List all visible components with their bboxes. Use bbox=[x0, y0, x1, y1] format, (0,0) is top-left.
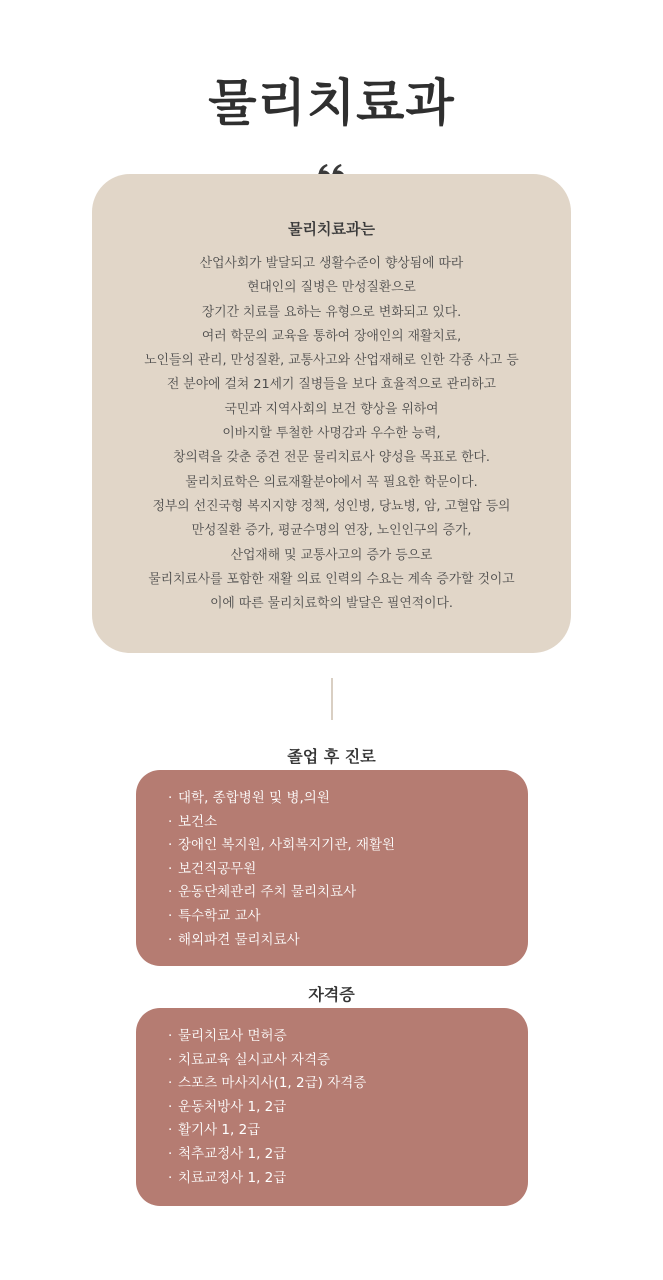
intro-line: 산업재해 및 교통사고의 증가 등으로 bbox=[230, 547, 433, 563]
list-item: · 해외파견 물리치료사 bbox=[168, 929, 395, 953]
intro-line: 국민과 지역사회의 보건 향상을 위하여 bbox=[224, 401, 439, 417]
intro-body bbox=[100, 252, 563, 616]
intro-line: 장기간 치료를 요하는 유형으로 변화되고 있다. bbox=[201, 304, 462, 320]
certificates-list bbox=[168, 1025, 366, 1190]
intro-line: 전 분야에 걸쳐 21세기 질병들을 보다 효율적으로 관리하고 bbox=[166, 377, 497, 393]
bullet: · bbox=[168, 1098, 173, 1115]
intro-line: 창의력을 갖춘 중견 전문 물리치료사 양성을 목표로 한다. bbox=[173, 450, 490, 466]
list-item: · 장애인 복지원, 사회복지기관, 재활원 bbox=[168, 834, 395, 858]
list-item: · 치료교정사 1, 2급 bbox=[168, 1167, 366, 1191]
list-item: · 운동처방사 1, 2급 bbox=[168, 1096, 366, 1120]
career-heading: 졸업 후 진로 bbox=[287, 747, 376, 766]
certificates-card bbox=[136, 1008, 528, 1206]
list-item: · 대학, 종합병원 및 병,의원 bbox=[168, 787, 395, 811]
list-item: · 보건직공무원 bbox=[168, 858, 395, 882]
intro-line: 정부의 선진국형 복지지향 정책, 성인병, 당뇨병, 암, 고혈압 등의 bbox=[152, 498, 511, 514]
list-item: · 운동단체관리 주치 물리치료사 bbox=[168, 881, 395, 905]
intro-line: 이바지할 투철한 사명감과 우수한 능력, bbox=[222, 426, 441, 442]
bullet: · bbox=[168, 860, 173, 877]
section-divider bbox=[331, 678, 333, 720]
bullet: · bbox=[168, 1145, 173, 1162]
bullet: · bbox=[168, 1028, 173, 1044]
intro-line: 만성질환 증가, 평균수명의 연장, 노인인구의 증가, bbox=[191, 523, 472, 539]
bullet: · bbox=[168, 1169, 173, 1186]
intro-heading: 물리치료과는 bbox=[288, 220, 375, 238]
intro-line: 노인들의 관리, 만성질환, 교통사고와 산업재해로 인한 각종 사고 등 bbox=[144, 353, 519, 369]
list-item: · 치료교육 실시교사 자격증 bbox=[168, 1049, 366, 1073]
career-list bbox=[168, 787, 395, 952]
intro-line: 산업사회가 발달되고 생활수준이 향상됨에 따라 bbox=[199, 256, 464, 271]
bullet: · bbox=[168, 837, 173, 854]
certificates-heading: 자격증 bbox=[308, 985, 355, 1004]
bullet: · bbox=[168, 1122, 173, 1139]
list-item: · 활기사 1, 2급 bbox=[168, 1119, 366, 1143]
bullet: · bbox=[168, 907, 173, 924]
intro-card bbox=[92, 174, 571, 653]
bullet: · bbox=[168, 931, 173, 948]
bullet: · bbox=[168, 884, 173, 901]
intro-line: 현대인의 질병은 만성질환으로 bbox=[247, 280, 416, 296]
intro-line: 물리치료학은 의료재활분야에서 꼭 필요한 학문이다. bbox=[185, 474, 478, 490]
list-item: · 스포츠 마사지사(1, 2급) 자격증 bbox=[168, 1072, 366, 1096]
intro-line: 여러 학문의 교육을 통하여 장애인의 재활치료, bbox=[201, 328, 462, 344]
bullet: · bbox=[168, 1051, 173, 1068]
intro-line: 이에 따른 물리치료학의 발달은 필연적이다. bbox=[210, 596, 453, 612]
list-item: · 보건소 bbox=[168, 811, 395, 835]
page-title: 물리치료과 bbox=[208, 74, 455, 132]
list-item: · 척추교정사 1, 2급 bbox=[168, 1143, 366, 1167]
bullet: · bbox=[168, 1075, 173, 1092]
career-card bbox=[136, 770, 528, 966]
list-item: · 물리치료사 면허증 bbox=[168, 1025, 366, 1049]
list-item: · 특수학교 교사 bbox=[168, 905, 395, 929]
bullet: · bbox=[168, 790, 173, 806]
intro-line: 물리치료사를 포함한 재활 의료 인력의 수요는 계속 증가할 것이고 bbox=[148, 571, 515, 587]
bullet: · bbox=[168, 813, 173, 830]
